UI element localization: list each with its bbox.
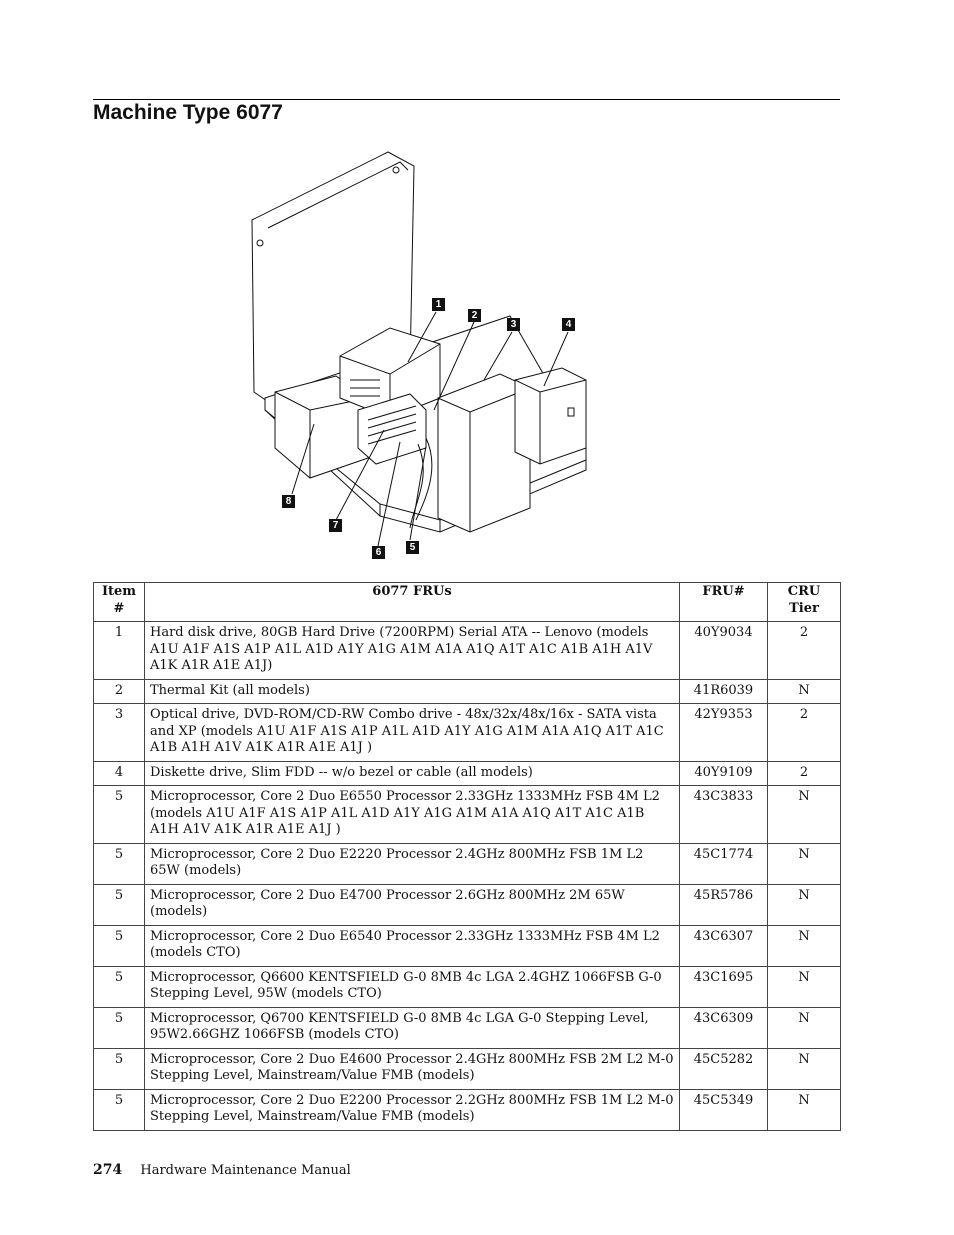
item-number: 5 xyxy=(94,1089,145,1130)
item-number: 5 xyxy=(94,925,145,966)
item-number: 5 xyxy=(94,966,145,1007)
fru-description: Optical drive, DVD-ROM/CD-RW Combo drive - 48x/32x/48x/16x - SATA vista and XP (models A1U A1F A1S A1P A1L A1D A1Y A1G A1M A1A A1Q A1T A1C A1B A1H A1V A1K A1R A1E A1J ) xyxy=(145,704,680,762)
callout-1: 1 xyxy=(432,298,445,311)
header-cru-tier: CRU Tier xyxy=(768,583,841,622)
cru-tier: N xyxy=(768,786,841,844)
item-number: 5 xyxy=(94,786,145,844)
footer-text: Hardware Maintenance Manual xyxy=(140,1163,351,1178)
cru-tier: N xyxy=(768,679,841,704)
fru-table xyxy=(93,582,841,1131)
fru-number: 40Y9109 xyxy=(680,761,768,786)
computer-line-drawing xyxy=(240,148,610,568)
header-frus: 6077 FRUs xyxy=(145,583,680,622)
cru-tier: N xyxy=(768,884,841,925)
cru-tier: 2 xyxy=(768,704,841,762)
header-rule xyxy=(93,99,840,100)
table-header-row xyxy=(94,583,841,622)
table-row xyxy=(94,704,841,762)
fru-description: Microprocessor, Core 2 Duo E2200 Processor 2.2GHz 800MHz FSB 1M L2 M-0 Stepping Level, Mainstream/Value FMB (models) xyxy=(145,1089,680,1130)
fru-description: Microprocessor, Q6700 KENTSFIELD G-0 8MB 4c LGA G-0 Stepping Level, 95W2.66GHZ 1066FSB (models CTO) xyxy=(145,1007,680,1048)
fru-number: 41R6039 xyxy=(680,679,768,704)
fru-description: Diskette drive, Slim FDD -- w/o bezel or cable (all models) xyxy=(145,761,680,786)
callout-8: 8 xyxy=(282,495,295,508)
table-row xyxy=(94,925,841,966)
page-title: Machine Type 6077 xyxy=(93,101,283,124)
fru-number: 43C3833 xyxy=(680,786,768,844)
fru-number: 45C5282 xyxy=(680,1048,768,1089)
callout-7: 7 xyxy=(329,519,342,532)
fru-description: Microprocessor, Core 2 Duo E6540 Processor 2.33GHz 1333MHz FSB 4M L2 (models CTO) xyxy=(145,925,680,966)
item-number: 5 xyxy=(94,1048,145,1089)
item-number: 5 xyxy=(94,884,145,925)
callout-3: 3 xyxy=(507,318,520,331)
table-row xyxy=(94,761,841,786)
page-number: 274 xyxy=(93,1162,123,1178)
fru-number: 45C5349 xyxy=(680,1089,768,1130)
fru-number: 42Y9353 xyxy=(680,704,768,762)
callout-2: 2 xyxy=(468,309,481,322)
fru-description: Microprocessor, Core 2 Duo E6550 Processor 2.33GHz 1333MHz FSB 4M L2 (models A1U A1F A1S A1P A1L A1D A1Y A1G A1M A1A A1Q A1T A1C A1B A1H A1V A1K A1R A1E A1J ) xyxy=(145,786,680,844)
fru-number: 43C6307 xyxy=(680,925,768,966)
table-row xyxy=(94,786,841,844)
item-number: 3 xyxy=(94,704,145,762)
cru-tier: 2 xyxy=(768,622,841,680)
fru-number: 43C6309 xyxy=(680,1007,768,1048)
table-row xyxy=(94,622,841,680)
fru-description: Microprocessor, Core 2 Duo E4700 Processor 2.6GHz 800MHz 2M 65W (models) xyxy=(145,884,680,925)
cru-tier: N xyxy=(768,1048,841,1089)
fru-description: Thermal Kit (all models) xyxy=(145,679,680,704)
cru-tier: N xyxy=(768,1007,841,1048)
item-number: 2 xyxy=(94,679,145,704)
item-number: 4 xyxy=(94,761,145,786)
fru-number: 40Y9034 xyxy=(680,622,768,680)
cru-tier: N xyxy=(768,925,841,966)
fru-number: 45C1774 xyxy=(680,843,768,884)
table-row xyxy=(94,966,841,1007)
table-row xyxy=(94,1007,841,1048)
callout-6: 6 xyxy=(372,546,385,559)
item-number: 5 xyxy=(94,843,145,884)
header-fru-number: FRU# xyxy=(680,583,768,622)
item-number: 1 xyxy=(94,622,145,680)
fru-number: 43C1695 xyxy=(680,966,768,1007)
callout-4: 4 xyxy=(562,318,575,331)
cru-tier: 2 xyxy=(768,761,841,786)
table-row xyxy=(94,1089,841,1130)
fru-number: 45R5786 xyxy=(680,884,768,925)
cru-tier: N xyxy=(768,1089,841,1130)
table-row xyxy=(94,884,841,925)
page-footer xyxy=(93,1162,351,1178)
fru-description: Hard disk drive, 80GB Hard Drive (7200RPM) Serial ATA -- Lenovo (models A1U A1F A1S A1P A1L A1D A1Y A1G A1M A1A A1Q A1T A1C A1B A1H A1V A1K A1R A1E A1J) xyxy=(145,622,680,680)
table-row xyxy=(94,843,841,884)
callout-5: 5 xyxy=(406,541,419,554)
table-row xyxy=(94,1048,841,1089)
components-illustration xyxy=(240,148,610,568)
header-item: Item # xyxy=(94,583,145,622)
item-number: 5 xyxy=(94,1007,145,1048)
table-row xyxy=(94,679,841,704)
fru-description: Microprocessor, Core 2 Duo E2220 Processor 2.4GHz 800MHz FSB 1M L2 65W (models) xyxy=(145,843,680,884)
cru-tier: N xyxy=(768,843,841,884)
fru-description: Microprocessor, Core 2 Duo E4600 Processor 2.4GHz 800MHz FSB 2M L2 M-0 Stepping Level, Mainstream/Value FMB (models) xyxy=(145,1048,680,1089)
cru-tier: N xyxy=(768,966,841,1007)
fru-description: Microprocessor, Q6600 KENTSFIELD G-0 8MB 4c LGA 2.4GHZ 1066FSB G-0 Stepping Level, 95W (models CTO) xyxy=(145,966,680,1007)
